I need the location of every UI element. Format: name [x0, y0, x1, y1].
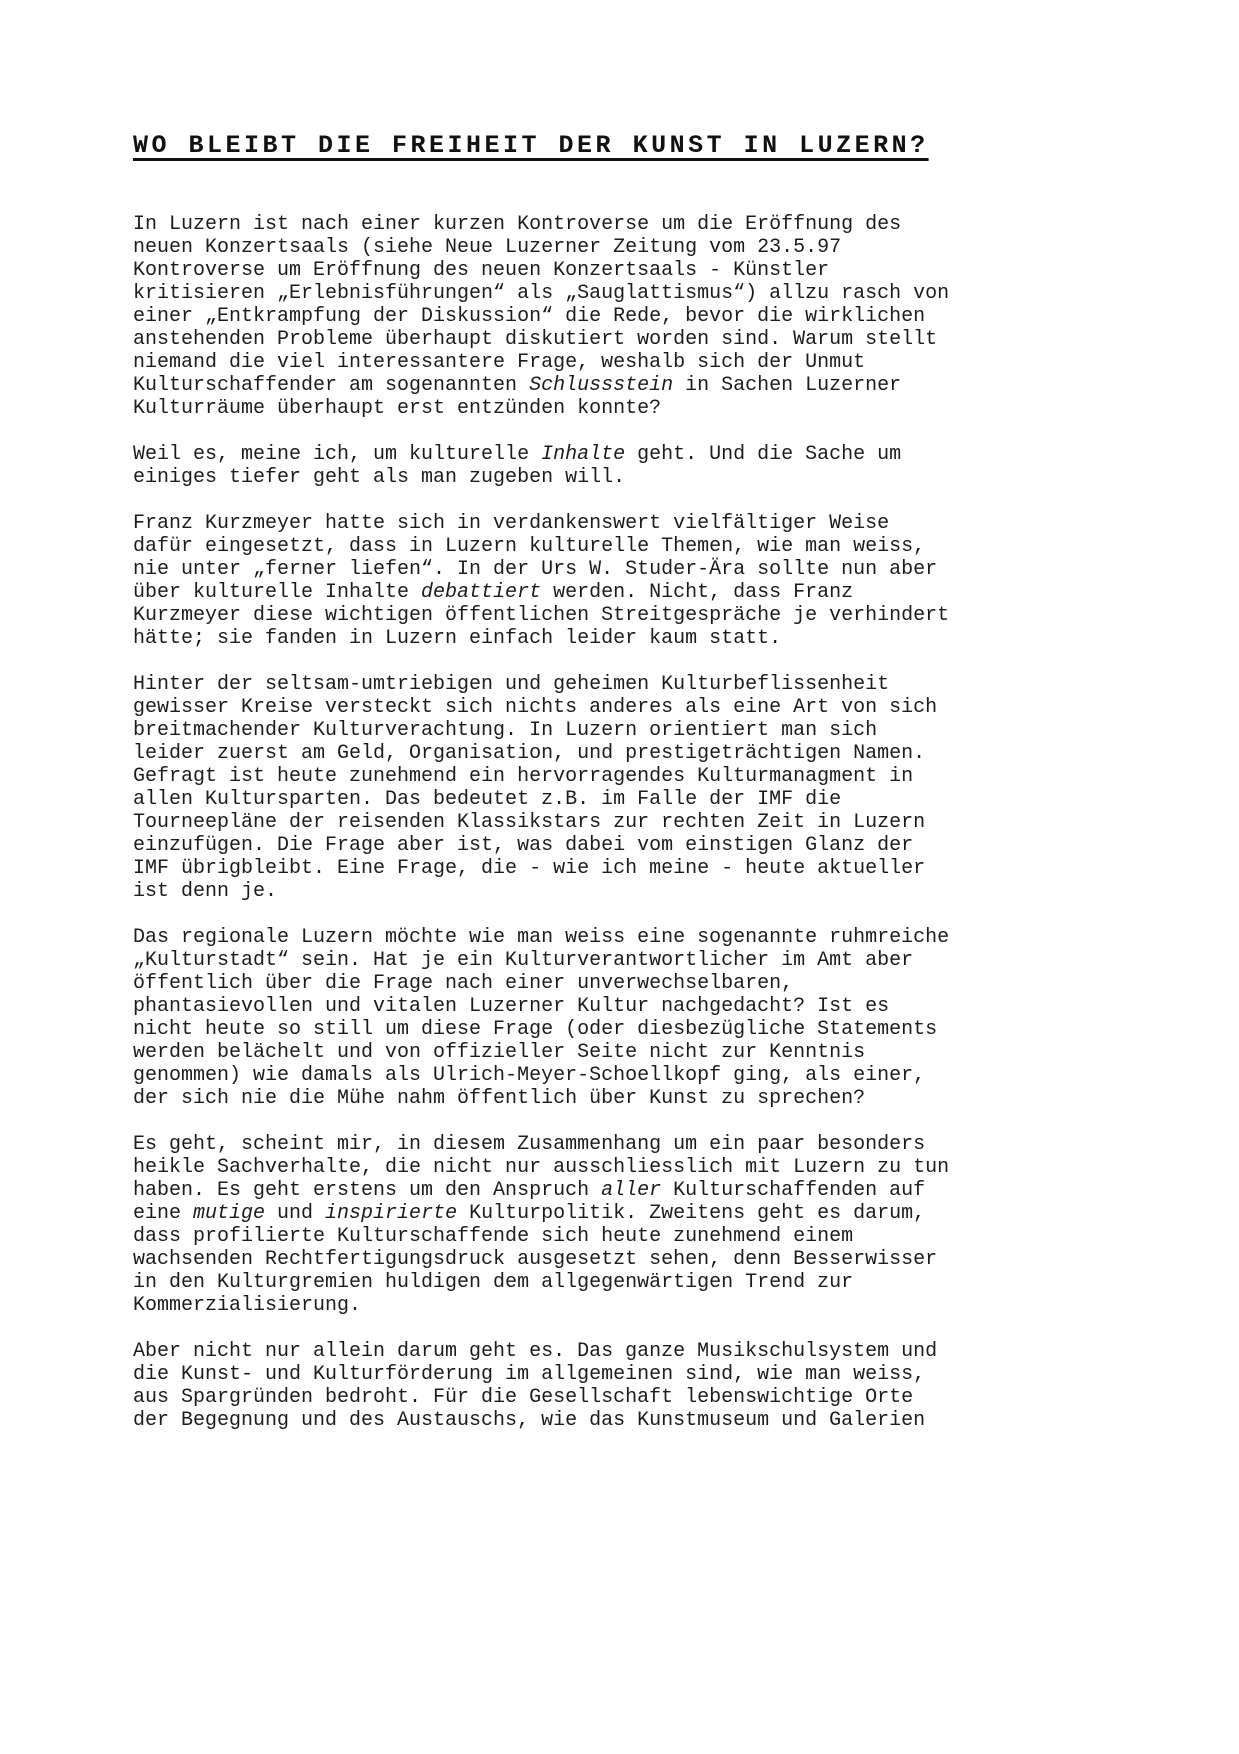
body-text: allen Kultursparten. Das bedeutet z.B. im Falle der IMF die [133, 788, 842, 811]
emphasized-text: debattiert [421, 581, 542, 604]
body-text: einzufügen. Die Frage aber ist, was dabei vom einstigen Glanz der [133, 834, 914, 857]
body-text: „Kulturstadt“ sein. Hat je ein Kulturverantwortlicher im Amt aber [133, 949, 914, 972]
paragraph [133, 926, 1139, 1110]
body-text: geht. Und die Sache um [625, 443, 902, 466]
body-text: Das regionale Luzern möchte wie man weiss eine sogenannte ruhmreiche [133, 926, 950, 949]
body-text: Kulturschaffenden auf [661, 1179, 926, 1202]
body-text: Kulturschaffender am sogenannten [133, 374, 530, 397]
document-paragraphs [133, 213, 1139, 1432]
body-text: ist denn je. [133, 880, 278, 903]
paragraph [133, 213, 1139, 420]
body-text: und [265, 1202, 326, 1225]
body-text: IMF übrigbleibt. Eine Frage, die - wie ich meine - heute aktueller [133, 857, 926, 880]
body-text: Kulturpolitik. Zweitens geht es darum, [457, 1202, 926, 1225]
body-text: öffentlich über die Frage nach einer unverwechselbaren, [133, 972, 794, 995]
body-text: Kurzmeyer diese wichtigen öffentlichen Streitgespräche je verhindert [133, 604, 950, 627]
emphasized-text: mutige [193, 1202, 266, 1225]
body-text: breitmachender Kulturverachtung. In Luzern orientiert man sich [133, 719, 878, 742]
body-text: der sich nie die Mühe nahm öffentlich über Kunst zu sprechen? [133, 1087, 866, 1110]
body-text: Tourneepläne der reisenden Klassikstars zur rechten Zeit in Luzern [133, 811, 926, 834]
body-text: werden. Nicht, dass Franz [541, 581, 854, 604]
body-text: niemand die viel interessantere Frage, weshalb sich der Unmut [133, 351, 866, 374]
body-text: phantasievollen und vitalen Luzerner Kultur nachgedacht? Ist es [133, 995, 890, 1018]
body-text: wachsenden Rechtfertigungsdruck ausgesetzt sehen, denn Besserwisser [133, 1248, 938, 1271]
body-text: nicht heute so still um diese Frage (oder diesbezügliche Statements [133, 1018, 938, 1041]
body-text: in Sachen Luzerner [673, 374, 902, 397]
body-text: der Begegnung und des Austauschs, wie das Kunstmuseum und Galerien [133, 1409, 926, 1432]
body-text: neuen Konzertsaals (siehe Neue Luzerner Zeitung vom 23.5.97 [133, 236, 842, 259]
body-text: Kommerzialisierung. [133, 1294, 362, 1317]
body-text: Franz Kurzmeyer hatte sich in verdankenswert vielfältiger Weise [133, 512, 890, 535]
body-text: genommen) wie damals als Ulrich-Meyer-Schoellkopf ging, als einer, [133, 1064, 926, 1087]
body-text: in den Kulturgremien huldigen dem allgegenwärtigen Trend zur [133, 1271, 854, 1294]
body-text: nie unter „ferner liefen“. In der Urs W. Studer-Ära sollte nun aber [133, 558, 938, 581]
body-text: heikle Sachverhalte, die nicht nur ausschliesslich mit Luzern zu tun [133, 1156, 950, 1179]
body-text: gewisser Kreise versteckt sich nichts anderes als eine Art von sich [133, 696, 938, 719]
body-text: anstehenden Probleme überhaupt diskutiert worden sind. Warum stellt [133, 328, 938, 351]
body-text: über kulturelle Inhalte [133, 581, 422, 604]
body-text: Es geht, scheint mir, in diesem Zusammenhang um ein paar besonders [133, 1133, 926, 1156]
paragraph [133, 1340, 1139, 1432]
body-text: einer „Entkrampfung der Diskussion“ die Rede, bevor die wirklichen [133, 305, 926, 328]
body-text: Gefragt ist heute zunehmend ein hervorragendes Kulturmanagment in [133, 765, 914, 788]
emphasized-text: Inhalte [541, 443, 626, 466]
body-text: aus Spargründen bedroht. Für die Gesellschaft lebenswichtige Orte [133, 1386, 914, 1409]
body-text: haben. Es geht erstens um den Anspruch [133, 1179, 602, 1202]
body-text: kritisieren „Erlebnisführungen“ als „Sauglattismus“) allzu rasch von [133, 282, 950, 305]
body-text: leider zuerst am Geld, Organisation, und prestigeträchtigen Namen. [133, 742, 926, 765]
body-text: Hinter der seltsam-umtriebigen und geheimen Kulturbeflissenheit [133, 673, 890, 696]
paragraph [133, 512, 1139, 650]
emphasized-text: Schlussstein [529, 374, 674, 397]
paragraph [133, 443, 1139, 489]
body-text: Kontroverse um Eröffnung des neuen Konzertsaals - Künstler [133, 259, 830, 282]
body-text: werden belächelt und von offizieller Seite nicht zur Kenntnis [133, 1041, 866, 1064]
paragraph [133, 1133, 1139, 1317]
body-text: einiges tiefer geht als man zugeben will. [133, 466, 626, 489]
body-text: Aber nicht nur allein darum geht es. Das ganze Musikschulsystem und [133, 1340, 938, 1363]
body-text: Kulturräume überhaupt erst entzünden konnte? [133, 397, 662, 420]
document-title: WO BLEIBT DIE FREIHEIT DER KUNST IN LUZERN? [133, 131, 929, 160]
body-text: dafür eingesetzt, dass in Luzern kulturelle Themen, wie man weiss, [133, 535, 926, 558]
body-text: hätte; sie fanden in Luzern einfach leider kaum statt. [133, 627, 782, 650]
body-text: eine [133, 1202, 194, 1225]
body-text: Weil es, meine ich, um kulturelle [133, 443, 542, 466]
body-text: dass profilierte Kulturschaffende sich heute zunehmend einem [133, 1225, 854, 1248]
emphasized-text: aller [601, 1179, 662, 1202]
paragraph [133, 673, 1139, 903]
emphasized-text: inspirierte [325, 1202, 458, 1225]
body-text: In Luzern ist nach einer kurzen Kontroverse um die Eröffnung des [133, 213, 902, 236]
body-text: die Kunst- und Kulturförderung im allgemeinen sind, wie man weiss, [133, 1363, 926, 1386]
